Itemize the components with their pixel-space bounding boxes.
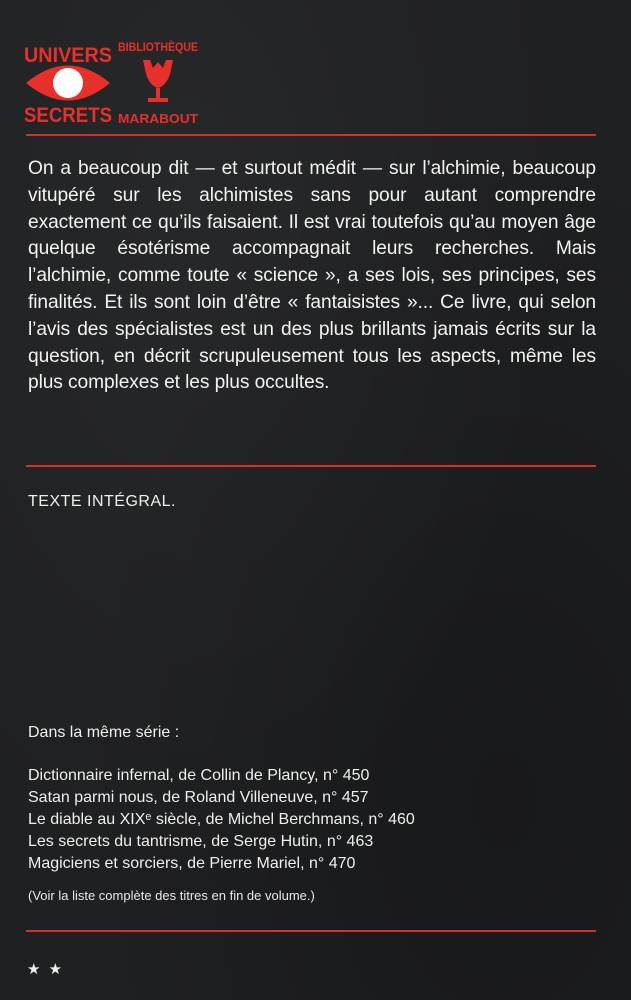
series-item: Dictionnaire infernal, de Collin de Plancy, n° 450	[28, 767, 370, 784]
top-divider	[26, 134, 596, 136]
book-blurb: On a beaucoup dit — et surtout médit — sur l’alchimie, beaucoup vitupéré sur les alchimistes sans pour autant comprendre exactement ce qu’ils faisaient. Il est vrai toutefois qu’au moyen âge quelque ésotérisme accompagnait leurs recherches. Mais l’alchimie, comme toute « science », a ses lois, ses principes, ses finalités. Et ils sont loin d’être « fantaisistes »... Ce livre, qui selon l’avis des spécialistes est un des plus brillants jamais écrits sur la question, en décrit scrupuleusement tous les aspects, même les plus complexes et les plus occultes.	[28, 158, 596, 394]
logo-bibliotheque-text: BIBLIOTHÈQUE	[118, 40, 200, 54]
middle-divider	[26, 465, 596, 467]
series-item: Satan parmi nous, de Roland Villeneuve, n° 457	[28, 789, 369, 806]
series-list	[28, 765, 415, 875]
logo-marabout-text: MARABOUT	[118, 111, 199, 126]
logo-secrets-text: SECRETS	[24, 104, 112, 127]
series-heading: Dans la même série :	[28, 724, 180, 741]
univers-secrets-logo	[22, 38, 114, 128]
series-item: Le diable au XIXᵉ siècle, de Michel Berchmans, n° 460	[28, 811, 415, 828]
marabout-bird-icon	[143, 60, 173, 102]
logo-univers-text: UNIVERS	[24, 44, 112, 67]
series-item: Magiciens et sorciers, de Pierre Mariel, n° 470	[28, 855, 356, 872]
bottom-divider	[26, 930, 596, 932]
eye-logo-icon	[22, 38, 114, 128]
unabridged-label: TEXTE INTÉGRAL.	[28, 493, 176, 510]
series-item: Les secrets du tantrisme, de Serge Hutin, n° 463	[28, 833, 374, 850]
rating-stars: ★ ★	[27, 961, 65, 978]
bibliotheque-marabout-logo	[116, 38, 200, 128]
series-footnote: (Voir la liste complète des titres en fin de volume.)	[28, 888, 315, 903]
